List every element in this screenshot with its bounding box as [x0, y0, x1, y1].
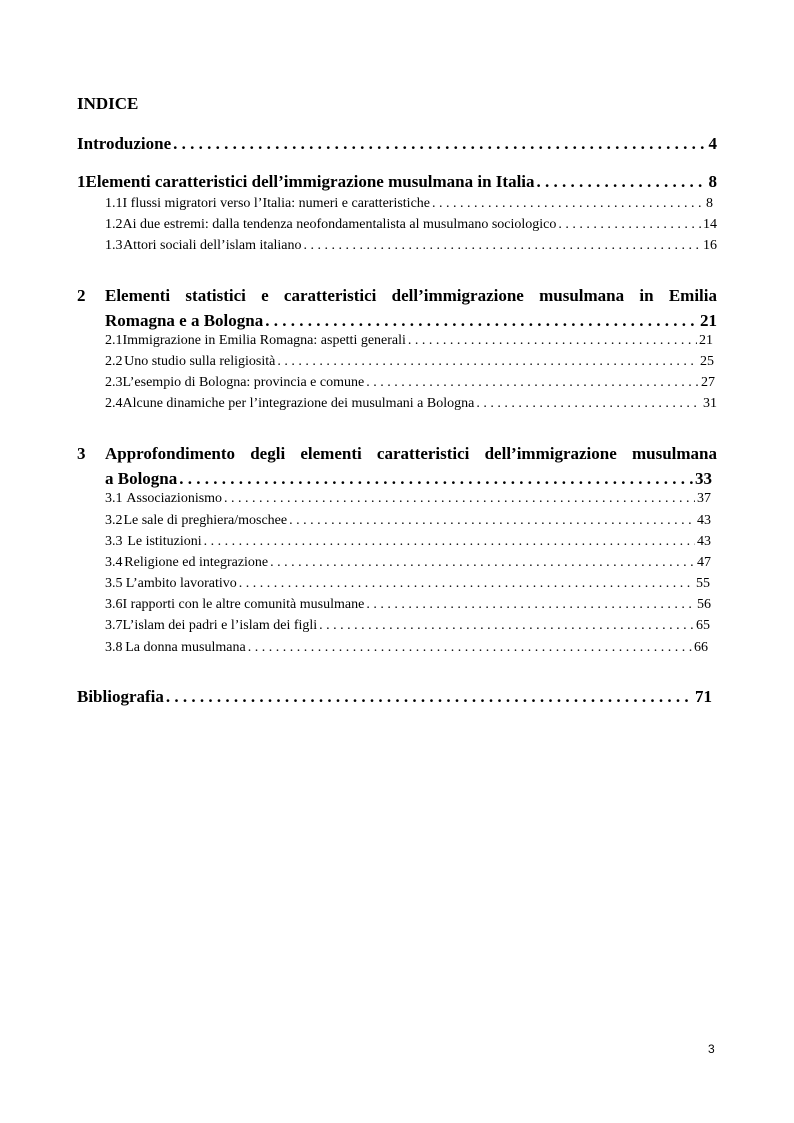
- toc-entry-bibliografia[interactable]: [77, 687, 712, 707]
- leader-dots: [319, 618, 694, 634]
- toc-heading: INDICE: [77, 94, 139, 113]
- section-page: 27: [701, 375, 715, 390]
- leader-dots: [304, 238, 701, 254]
- entry-page: 4: [708, 134, 717, 153]
- entry-page: 71: [695, 687, 712, 706]
- leader-dots: [277, 354, 698, 370]
- section-title: I flussi migratori verso l’Italia: numeri e caratteristiche: [122, 196, 430, 211]
- leader-dots: [558, 217, 701, 233]
- leader-dots: [239, 576, 694, 592]
- entry-page: 8: [708, 172, 717, 191]
- toc-entry-section[interactable]: [105, 238, 717, 254]
- entry-title: Approfondimento degli elementi caratteristici dell’immigrazione musulmana: [105, 444, 717, 463]
- toc-entry-chapter-3[interactable]: [105, 469, 712, 489]
- toc-entry-section[interactable]: [105, 354, 714, 370]
- section-page: 66: [694, 640, 708, 655]
- leader-dots: [204, 534, 695, 550]
- section-title: Religione ed integrazione: [124, 555, 269, 570]
- toc-entry-chapter-3-title[interactable]: [77, 444, 717, 464]
- leader-dots: [476, 396, 701, 412]
- section-number: 3.8: [105, 640, 123, 655]
- section-number: 3.6: [105, 597, 123, 612]
- toc-entry-chapter-2-title[interactable]: [77, 286, 717, 306]
- section-title: L’islam dei padri e l’islam dei figli: [122, 618, 318, 633]
- section-number: 2.3: [105, 375, 123, 390]
- section-page: 31: [703, 396, 717, 411]
- section-number: 3.5: [105, 576, 123, 591]
- chapter-number: 3: [77, 444, 86, 463]
- section-page: 56: [697, 597, 711, 612]
- section-title: Le sale di preghiera/moschee: [123, 513, 288, 528]
- leader-dots: [248, 640, 692, 656]
- page-number: 3: [708, 1042, 715, 1056]
- toc-entry-introduzione[interactable]: [77, 134, 717, 154]
- entry-title-continued: a Bologna: [105, 469, 178, 488]
- toc-entry-section[interactable]: [105, 640, 708, 656]
- section-number: 3.4: [105, 555, 123, 570]
- leader-dots: [408, 333, 697, 349]
- section-title: Alcune dinamiche per l’integrazione dei musulmani a Bologna: [122, 396, 475, 411]
- entry-title: Elementi caratteristici dell’immigrazione musulmana in Italia: [85, 172, 535, 191]
- leader-dots: [537, 172, 707, 192]
- section-number: 2.1: [105, 333, 123, 348]
- toc-entry-section[interactable]: [105, 618, 710, 634]
- entry-title: Bibliografia: [77, 687, 164, 706]
- leader-dots: [366, 375, 699, 391]
- toc-entry-section[interactable]: [105, 333, 713, 349]
- toc-entry-section[interactable]: [105, 576, 710, 592]
- leader-dots: [289, 513, 695, 529]
- section-number: 3.2: [105, 513, 123, 528]
- chapter-number: 1: [77, 172, 86, 191]
- entry-title: Introduzione: [77, 134, 172, 153]
- toc-entry-section[interactable]: [105, 555, 711, 571]
- entry-title-continued: Romagna e a Bologna: [105, 311, 264, 330]
- entry-title: Elementi statistici e caratteristici dell’immigrazione musulmana in Emilia: [105, 286, 717, 305]
- entry-page: 21: [700, 311, 717, 330]
- section-page: 55: [696, 576, 710, 591]
- leader-dots: [166, 687, 693, 707]
- toc-entry-chapter-2[interactable]: [105, 311, 717, 331]
- section-title: La donna musulmana: [125, 640, 246, 655]
- section-title: Attori sociali dell’islam italiano: [123, 238, 302, 253]
- section-page: 43: [697, 513, 711, 528]
- section-title: L’ambito lavorativo: [125, 576, 237, 591]
- section-title: Immigrazione in Emilia Romagna: aspetti generali: [122, 333, 406, 348]
- section-number: 2.4: [105, 396, 123, 411]
- section-page: 43: [697, 534, 711, 549]
- leader-dots: [270, 555, 695, 571]
- leader-dots: [265, 311, 698, 331]
- section-page: 65: [696, 618, 710, 633]
- section-page: 8: [706, 196, 713, 211]
- section-number: 2.2: [105, 354, 123, 369]
- toc-entry-section[interactable]: [105, 491, 711, 507]
- leader-dots: [366, 597, 695, 613]
- leader-dots: [173, 134, 706, 154]
- section-page: 37: [697, 491, 711, 506]
- toc-entry-section[interactable]: [105, 375, 715, 391]
- section-title: Associazionismo: [126, 491, 223, 506]
- leader-dots: [432, 196, 704, 212]
- section-title: Uno studio sulla religiosità: [124, 354, 276, 369]
- section-number: 3.1: [105, 491, 123, 506]
- section-title: Le istituzioni: [127, 534, 202, 549]
- leader-dots: [224, 491, 695, 507]
- toc-entry-chapter-1[interactable]: [77, 172, 717, 192]
- section-page: 21: [699, 333, 713, 348]
- toc-entry-section[interactable]: [105, 513, 711, 529]
- section-number: 3.7: [105, 618, 123, 633]
- section-page: 25: [700, 354, 714, 369]
- section-number: 3.3: [105, 534, 123, 549]
- section-page: 16: [703, 238, 717, 253]
- leader-dots: [179, 469, 693, 489]
- section-number: 1.1: [105, 196, 123, 211]
- section-page: 47: [697, 555, 711, 570]
- section-title: I rapporti con le altre comunità musulmane: [122, 597, 365, 612]
- section-number: 1.2: [105, 217, 123, 232]
- toc-entry-section[interactable]: [105, 534, 711, 550]
- toc-entry-section[interactable]: [105, 217, 717, 233]
- toc-entry-section[interactable]: [105, 396, 717, 412]
- toc-entry-section[interactable]: [105, 196, 713, 212]
- section-title: L’esempio di Bologna: provincia e comune: [122, 375, 365, 390]
- chapter-number: 2: [77, 286, 86, 305]
- section-title: Ai due estremi: dalla tendenza neofondamentalista al musulmano sociologico: [122, 217, 557, 232]
- section-page: 14: [703, 217, 717, 232]
- section-number: 1.3: [105, 238, 123, 253]
- entry-page: 33: [695, 469, 712, 488]
- toc-entry-section[interactable]: [105, 597, 711, 613]
